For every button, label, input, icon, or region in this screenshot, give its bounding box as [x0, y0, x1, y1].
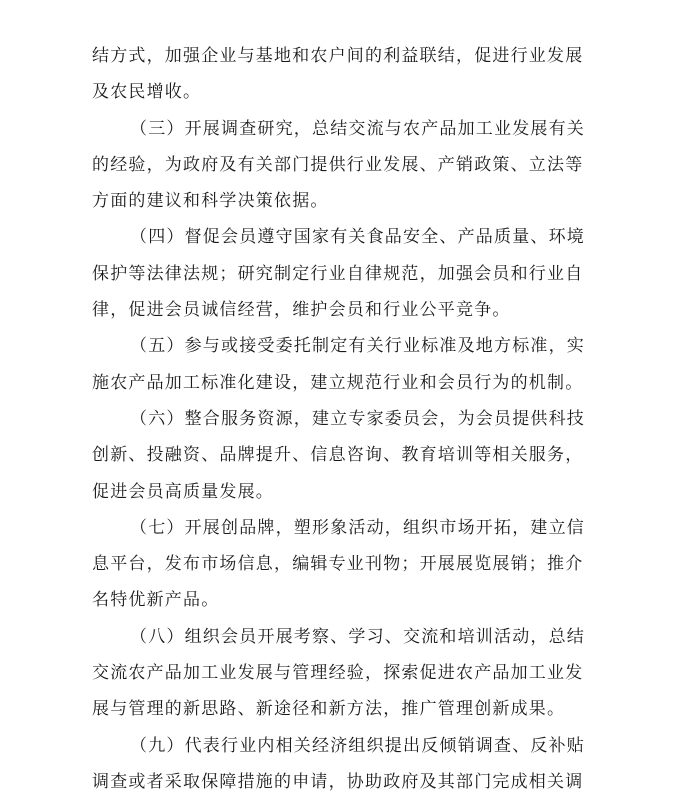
- text-line: 律，促进会员诚信经营，维护会员和行业公平竞争。: [92, 300, 511, 321]
- paragraph-heading-line: （三）开展调查研究，总结交流与农产品加工业发展有关: [130, 118, 585, 139]
- text-line: 方面的建议和科学决策依据。: [92, 191, 329, 212]
- text-line: 促进会员高质量发展。: [92, 481, 274, 502]
- text-line: 展与管理的新思路、新途径和新方法，推广管理创新成果。: [92, 699, 566, 720]
- text-line: 交流农产品加工业发展与管理经验，探索促进农产品加工业发: [92, 663, 584, 684]
- text-line: 创新、投融资、品牌提升、信息咨询、教育培训等相关服务，: [92, 445, 584, 466]
- paragraph-heading-line: （七）开展创品牌，塑形象活动，组织市场开拓，建立信: [130, 517, 585, 538]
- text-line: 结方式，加强企业与基地和农户间的利益联结，促进行业发展: [92, 46, 584, 66]
- paragraph-heading-line: （四）督促会员遵守国家有关食品安全、产品质量、环境: [130, 227, 585, 248]
- text-line: 息平台，发布市场信息，编辑专业刊物；开展展览展销；推介: [92, 554, 584, 575]
- text-line: 施农产品加工标准化建设，建立规范行业和会员行为的机制。: [92, 372, 584, 393]
- text-line: 调查或者采取保障措施的申请，协助政府及其部门完成相关调: [92, 771, 584, 792]
- document-body: [92, 38, 610, 800]
- text-line: 的经验，为政府及有关部门提供行业发展、产销政策、立法等: [92, 154, 584, 175]
- paragraph-heading-line: （五）参与或接受委托制定有关行业标准及地方标准，实: [130, 336, 585, 357]
- text-line: 及农民增收。: [92, 82, 202, 103]
- text-line: 名特优新产品。: [92, 590, 220, 611]
- text-line: 保护等法律法规；研究制定行业自律规范，加强会员和行业自: [92, 263, 584, 284]
- paragraph-heading-line: （八）组织会员开展考察、学习、交流和培训活动，总结: [130, 626, 585, 647]
- paragraph-heading-line: （六）整合服务资源，建立专家委员会，为会员提供科技: [130, 408, 585, 429]
- paragraph-heading-line: （九）代表行业内相关经济组织提出反倾销调查、反补贴: [130, 735, 585, 756]
